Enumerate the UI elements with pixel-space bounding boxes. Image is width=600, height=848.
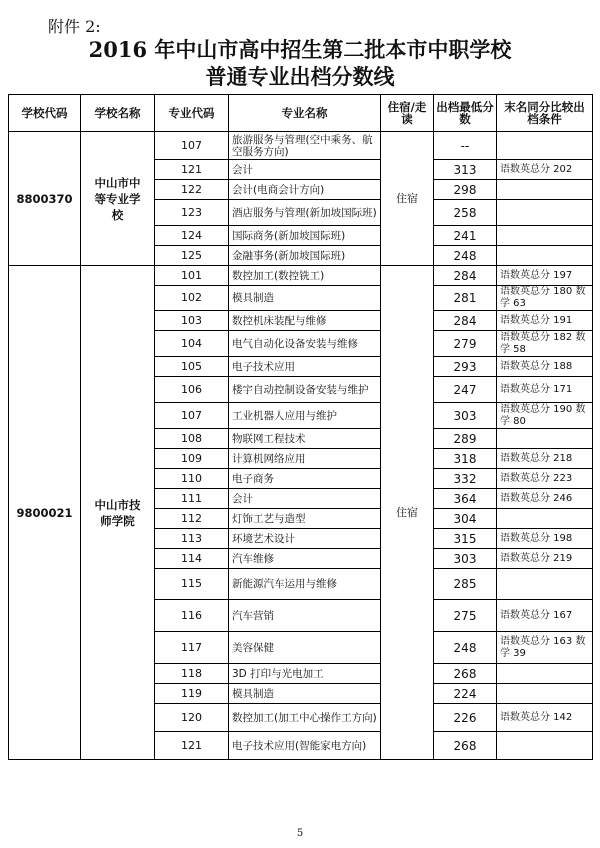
major-name-cell: 美容保健 (229, 632, 381, 664)
header-school-name: 学校名称 (81, 95, 155, 132)
major-code-cell: 117 (155, 632, 229, 664)
major-code-cell: 124 (155, 226, 229, 246)
tie-condition-cell (497, 246, 593, 266)
major-code-cell: 123 (155, 200, 229, 226)
header-major-name: 专业名称 (229, 95, 381, 132)
major-code-cell: 121 (155, 160, 229, 180)
major-name-cell: 模具制造 (229, 684, 381, 704)
min-score-cell: 318 (434, 449, 497, 469)
min-score-cell: 303 (434, 549, 497, 569)
major-code-cell: 111 (155, 489, 229, 509)
major-name-cell: 灯饰工艺与造型 (229, 509, 381, 529)
major-code-cell: 116 (155, 600, 229, 632)
table-body (9, 132, 593, 760)
major-name-cell: 电气自动化设备安装与维修 (229, 331, 381, 357)
tie-condition-cell: 语数英总分 188 (497, 357, 593, 377)
major-name-cell: 工业机器人应用与维护 (229, 403, 381, 429)
major-code-cell: 107 (155, 403, 229, 429)
major-code-cell: 108 (155, 429, 229, 449)
min-score-cell: 315 (434, 529, 497, 549)
tie-condition-cell (497, 569, 593, 600)
tie-condition-cell: 语数英总分 163 数学 39 (497, 632, 593, 664)
major-code-cell: 104 (155, 331, 229, 357)
header-tie-condition: 末名同分比较出档条件 (497, 95, 593, 132)
major-code-cell: 121 (155, 732, 229, 760)
min-score-cell: -- (434, 132, 497, 160)
major-name-cell: 电子商务 (229, 469, 381, 489)
major-name-cell: 3D 打印与光电加工 (229, 664, 381, 684)
min-score-cell: 281 (434, 286, 497, 311)
tie-condition-cell (497, 732, 593, 760)
tie-condition-cell: 语数英总分 180 数学 63 (497, 286, 593, 311)
tie-condition-cell: 语数英总分 246 (497, 489, 593, 509)
tie-condition-cell: 语数英总分 202 (497, 160, 593, 180)
major-name-cell: 电子技术应用 (229, 357, 381, 377)
major-name-cell: 物联网工程技术 (229, 429, 381, 449)
min-score-cell: 364 (434, 489, 497, 509)
major-code-cell: 115 (155, 569, 229, 600)
min-score-cell: 284 (434, 311, 497, 331)
min-score-cell: 293 (434, 357, 497, 377)
tie-condition-cell (497, 429, 593, 449)
major-name-cell: 环境艺术设计 (229, 529, 381, 549)
major-code-cell: 119 (155, 684, 229, 704)
major-name-cell: 数控机床装配与维修 (229, 311, 381, 331)
header-min-score: 出档最低分数 (434, 95, 497, 132)
tie-condition-cell: 语数英总分 182 数学 58 (497, 331, 593, 357)
major-name-cell: 数控加工(数控铣工) (229, 266, 381, 286)
header-school-code: 学校代码 (9, 95, 81, 132)
lodging-cell: 住宿 (381, 132, 434, 266)
min-score-cell: 332 (434, 469, 497, 489)
major-code-cell: 118 (155, 664, 229, 684)
major-code-cell: 106 (155, 377, 229, 403)
tie-condition-cell: 语数英总分 191 (497, 311, 593, 331)
major-name-cell: 电子技术应用(智能家电方向) (229, 732, 381, 760)
major-code-cell: 101 (155, 266, 229, 286)
major-name-cell: 计算机网络应用 (229, 449, 381, 469)
major-name-cell: 会计 (229, 160, 381, 180)
major-name-cell: 数控加工(加工中心操作工方向) (229, 704, 381, 732)
tie-condition-cell: 语数英总分 190 数学 80 (497, 403, 593, 429)
min-score-cell: 268 (434, 732, 497, 760)
tie-condition-cell: 语数英总分 171 (497, 377, 593, 403)
header-major-code: 专业代码 (155, 95, 229, 132)
tie-condition-cell (497, 664, 593, 684)
min-score-cell: 248 (434, 246, 497, 266)
tie-condition-cell: 语数英总分 142 (497, 704, 593, 732)
major-code-cell: 112 (155, 509, 229, 529)
min-score-cell: 313 (434, 160, 497, 180)
major-name-cell: 汽车维修 (229, 549, 381, 569)
major-name-cell: 国际商务(新加坡国际班) (229, 226, 381, 246)
major-code-cell: 105 (155, 357, 229, 377)
tie-condition-cell (497, 180, 593, 200)
major-name-cell: 会计 (229, 489, 381, 509)
tie-condition-cell (497, 226, 593, 246)
page-number: 5 (296, 828, 304, 839)
min-score-cell: 226 (434, 704, 497, 732)
document-title-line2: 普通专业出档分数线 (205, 64, 395, 89)
tie-condition-cell: 语数英总分 219 (497, 549, 593, 569)
school-code-cell: 8800370 (9, 132, 81, 266)
major-name-cell: 酒店服务与管理(新加坡国际班) (229, 200, 381, 226)
min-score-cell: 298 (434, 180, 497, 200)
major-code-cell: 110 (155, 469, 229, 489)
major-code-cell: 114 (155, 549, 229, 569)
tie-condition-cell (497, 200, 593, 226)
major-name-cell: 楼宇自动控制设备安装与维护 (229, 377, 381, 403)
major-code-cell: 107 (155, 132, 229, 160)
table-row (9, 132, 593, 160)
header-lodging: 住宿/走读 (381, 95, 434, 132)
major-code-cell: 109 (155, 449, 229, 469)
min-score-cell: 289 (434, 429, 497, 449)
tie-condition-cell: 语数英总分 167 (497, 600, 593, 632)
major-name-cell: 金融事务(新加坡国际班) (229, 246, 381, 266)
min-score-cell: 247 (434, 377, 497, 403)
min-score-cell: 224 (434, 684, 497, 704)
school-name-cell: 中山市技师学院 (81, 266, 155, 760)
min-score-cell: 258 (434, 200, 497, 226)
lodging-cell: 住宿 (381, 266, 434, 760)
score-table (8, 94, 592, 760)
tie-condition-cell (497, 132, 593, 160)
tie-condition-cell: 语数英总分 218 (497, 449, 593, 469)
school-code-cell: 9800021 (9, 266, 81, 760)
major-name-cell: 新能源汽车运用与维修 (229, 569, 381, 600)
min-score-cell: 241 (434, 226, 497, 246)
major-name-cell: 会计(电商会计方向) (229, 180, 381, 200)
min-score-cell: 303 (434, 403, 497, 429)
major-name-cell: 汽车营销 (229, 600, 381, 632)
document-title-line1: 2016 年中山市高中招生第二批本市中职学校 (88, 37, 512, 62)
min-score-cell: 268 (434, 664, 497, 684)
min-score-cell: 304 (434, 509, 497, 529)
table-row (9, 266, 593, 286)
min-score-cell: 285 (434, 569, 497, 600)
major-code-cell: 102 (155, 286, 229, 311)
school-name-cell: 中山市中等专业学校 (81, 132, 155, 266)
min-score-cell: 284 (434, 266, 497, 286)
major-code-cell: 120 (155, 704, 229, 732)
min-score-cell: 279 (434, 331, 497, 357)
attachment-label: 附件 2: (48, 17, 101, 36)
major-code-cell: 125 (155, 246, 229, 266)
major-code-cell: 122 (155, 180, 229, 200)
min-score-cell: 248 (434, 632, 497, 664)
table-header-row (9, 95, 593, 132)
major-name-cell: 旅游服务与管理(空中乘务、航空服务方向) (229, 132, 381, 160)
tie-condition-cell (497, 684, 593, 704)
min-score-cell: 275 (434, 600, 497, 632)
tie-condition-cell: 语数英总分 198 (497, 529, 593, 549)
tie-condition-cell: 语数英总分 223 (497, 469, 593, 489)
major-code-cell: 113 (155, 529, 229, 549)
major-code-cell: 103 (155, 311, 229, 331)
tie-condition-cell (497, 509, 593, 529)
tie-condition-cell: 语数英总分 197 (497, 266, 593, 286)
major-name-cell: 模具制造 (229, 286, 381, 311)
